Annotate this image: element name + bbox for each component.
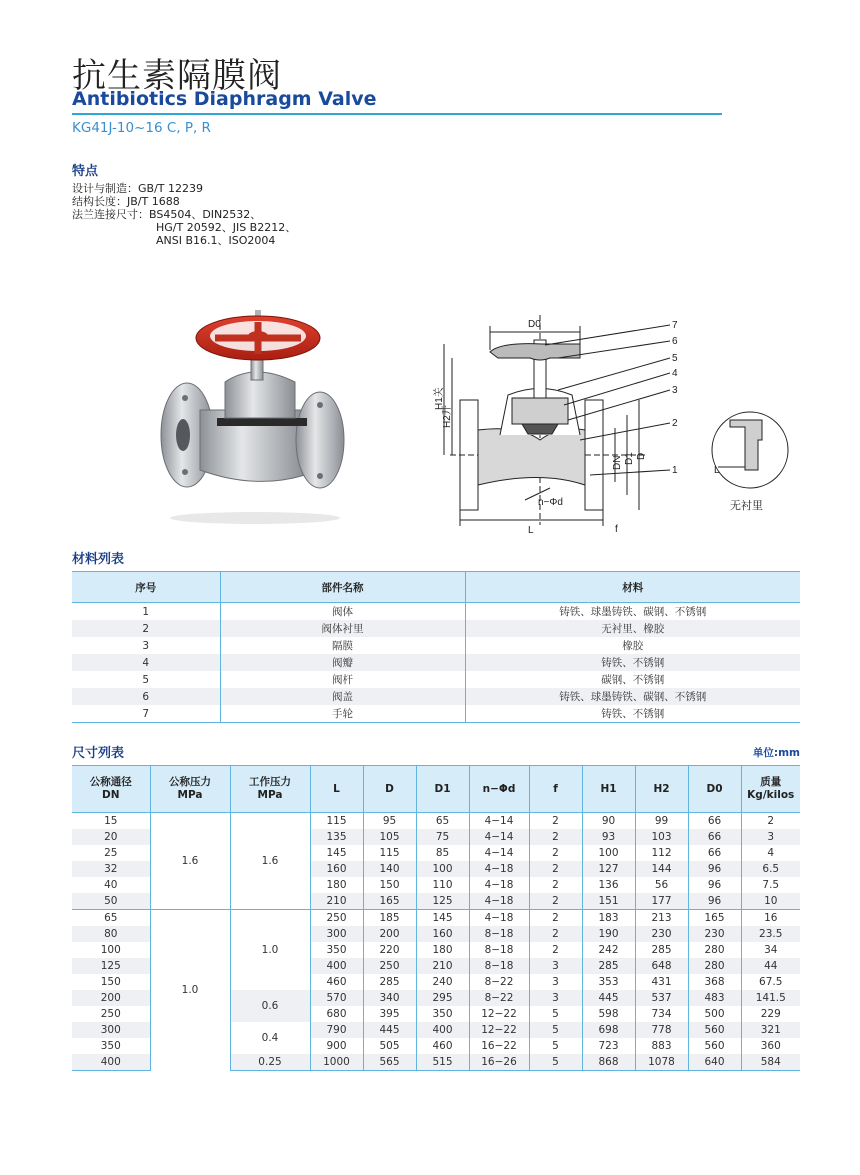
column-header: 部件名称 xyxy=(220,572,465,603)
table-row xyxy=(72,654,800,671)
table-cell: 200 xyxy=(363,926,416,942)
materials-heading: 材料列表 xyxy=(72,552,125,567)
table-cell: 4−14 xyxy=(469,845,529,861)
table-cell: 778 xyxy=(635,1022,688,1038)
table-cell: 手轮 xyxy=(220,705,465,723)
table-cell: 5 xyxy=(529,1006,582,1022)
table-cell: 100 xyxy=(100,944,121,956)
table-cell: 4−14 xyxy=(469,813,529,830)
table-cell: 75 xyxy=(416,829,469,845)
table-cell: 4 xyxy=(72,654,220,671)
table-cell: 165 xyxy=(688,910,741,927)
table-cell: 5 xyxy=(529,1038,582,1054)
table-cell: 242 xyxy=(582,942,635,958)
table-cell: 400 xyxy=(310,958,363,974)
table-cell: 34 xyxy=(741,942,800,958)
table-cell: 1 xyxy=(142,605,150,618)
table-cell: 2 xyxy=(529,861,582,877)
table-cell: 135 xyxy=(310,829,363,845)
table-cell: 229 xyxy=(741,1006,800,1022)
table-cell: 230 xyxy=(688,926,741,942)
table-cell: 537 xyxy=(635,990,688,1006)
dimensions-heading: 尺寸列表 xyxy=(72,746,125,761)
table-cell: 321 xyxy=(741,1022,800,1038)
table-cell: 8−18 xyxy=(469,926,529,942)
part-number-2: 2 xyxy=(672,418,678,429)
column-header: H2 xyxy=(635,766,688,813)
table-cell: 15 xyxy=(104,815,118,827)
table-cell: 295 xyxy=(416,990,469,1006)
table-cell: 868 xyxy=(582,1054,635,1071)
table-cell: 100 xyxy=(582,845,635,861)
detail-caption: 无衬里 xyxy=(730,500,763,512)
table-cell: 500 xyxy=(688,1006,741,1022)
table-cell: 460 xyxy=(310,974,363,990)
detail-label: L xyxy=(714,465,720,476)
table-cell: 40 xyxy=(104,879,118,891)
table-cell: 210 xyxy=(416,958,469,974)
table-cell: 165 xyxy=(363,893,416,910)
label-d0: D0 xyxy=(528,319,541,330)
features-heading: 特点 xyxy=(72,164,99,179)
table-cell: 648 xyxy=(635,958,688,974)
table-cell: 32 xyxy=(72,861,150,877)
part-number-3: 3 xyxy=(672,385,678,396)
table-cell: 240 xyxy=(416,974,469,990)
table-cell: 4−18 xyxy=(469,861,529,877)
table-cell: 65 xyxy=(416,813,469,830)
page-title-cn: 抗生素隔膜阀 xyxy=(72,56,282,96)
table-cell: 160 xyxy=(310,861,363,877)
table-cell: 25 xyxy=(104,847,118,859)
table-cell: 1.0 xyxy=(230,910,310,991)
table-cell: 6 xyxy=(72,688,220,705)
table-cell: 2 xyxy=(529,893,582,910)
table-cell: 103 xyxy=(635,829,688,845)
table-cell: 99 xyxy=(635,813,688,830)
table-cell: 280 xyxy=(688,958,741,974)
table-cell: 12−22 xyxy=(469,1006,529,1022)
table-row xyxy=(72,910,800,927)
table-row xyxy=(72,671,800,688)
table-cell: 铸铁、不锈钢 xyxy=(465,705,800,723)
table-cell: 300 xyxy=(72,1022,150,1038)
table-cell: 445 xyxy=(582,990,635,1006)
table-cell: 44 xyxy=(741,958,800,974)
valve-section-drawing xyxy=(430,310,690,540)
table-cell: 3 xyxy=(741,829,800,845)
table-cell: 445 xyxy=(363,1022,416,1038)
table-cell: 16−26 xyxy=(469,1054,529,1071)
table-cell: 350 xyxy=(100,1040,121,1052)
table-cell: 4 xyxy=(741,845,800,861)
table-cell: 5 xyxy=(529,1022,582,1038)
table-cell: 280 xyxy=(688,942,741,958)
table-cell: 145 xyxy=(310,845,363,861)
table-row xyxy=(72,637,800,654)
table-cell: 8−18 xyxy=(469,958,529,974)
table-cell: 无衬里、橡胶 xyxy=(465,620,800,637)
table-cell: 96 xyxy=(688,877,741,893)
label-h1: H1关 xyxy=(434,387,445,410)
table-cell: 100 xyxy=(416,861,469,877)
table-cell: 2 xyxy=(529,877,582,893)
table-cell: 2 xyxy=(529,926,582,942)
table-cell: 210 xyxy=(310,893,363,910)
table-cell: 0.25 xyxy=(230,1054,310,1071)
column-header: 工作压力 MPa xyxy=(230,766,310,813)
table-cell: 16−22 xyxy=(469,1038,529,1054)
table-cell: 105 xyxy=(363,829,416,845)
table-cell: 20 xyxy=(72,829,150,845)
table-cell: 285 xyxy=(582,958,635,974)
dimensions-table xyxy=(72,765,800,1071)
table-cell: 350 xyxy=(416,1006,469,1022)
table-cell: 680 xyxy=(310,1006,363,1022)
table-cell: 2 xyxy=(529,845,582,861)
table-cell: 1.0 xyxy=(150,910,230,1071)
part-number-4: 4 xyxy=(672,368,678,379)
table-cell: 285 xyxy=(363,974,416,990)
table-cell: 4−18 xyxy=(469,893,529,910)
table-cell: 铸铁、球墨铸铁、碳钢、不锈钢 xyxy=(465,603,800,621)
page-title-en: Antibiotics Diaphragm Valve xyxy=(72,88,377,110)
table-cell: 285 xyxy=(635,942,688,958)
column-header: f xyxy=(529,766,582,813)
table-cell: 3 xyxy=(529,990,582,1006)
part-number-5: 5 xyxy=(672,353,678,364)
table-cell: 56 xyxy=(635,877,688,893)
table-cell: 598 xyxy=(582,1006,635,1022)
table-cell: 125 xyxy=(416,893,469,910)
table-cell: 431 xyxy=(635,974,688,990)
table-cell: 400 xyxy=(416,1022,469,1038)
table-cell: 5 xyxy=(142,673,150,686)
table-cell: 151 xyxy=(582,893,635,910)
table-cell: 铸铁、不锈钢 xyxy=(465,654,800,671)
table-header-row xyxy=(72,766,800,813)
table-cell: 2 xyxy=(741,813,800,830)
table-cell: 734 xyxy=(635,1006,688,1022)
feature-line: 结构长度：JB/T 1688 xyxy=(72,195,180,208)
table-cell: 160 xyxy=(416,926,469,942)
table-cell: 阀体衬里 xyxy=(220,620,465,637)
table-cell: 1.6 xyxy=(150,813,230,910)
table-cell: 145 xyxy=(416,910,469,927)
table-cell: 7.5 xyxy=(741,877,800,893)
table-cell: 1078 xyxy=(635,1054,688,1071)
table-cell: 112 xyxy=(635,845,688,861)
table-cell: 790 xyxy=(310,1022,363,1038)
table-cell: 110 xyxy=(416,877,469,893)
table-cell: 136 xyxy=(582,877,635,893)
table-row xyxy=(72,705,800,723)
label-d: D xyxy=(636,452,647,460)
table-header-row xyxy=(72,572,800,603)
table-cell: 150 xyxy=(100,976,121,988)
column-header: L xyxy=(310,766,363,813)
table-cell: 395 xyxy=(363,1006,416,1022)
label-dn: DN xyxy=(612,455,623,470)
table-cell: 400 xyxy=(72,1054,150,1071)
table-cell: 隔膜 xyxy=(220,637,465,654)
table-cell: 66 xyxy=(688,813,741,830)
table-cell: 723 xyxy=(582,1038,635,1054)
feature-line: HG/T 20592、JIS B2212、 xyxy=(156,221,297,234)
table-row xyxy=(72,620,800,637)
table-row xyxy=(72,813,800,830)
table-cell: 5 xyxy=(529,1054,582,1071)
table-cell: 368 xyxy=(688,974,741,990)
column-header: D0 xyxy=(688,766,741,813)
table-cell: 8−18 xyxy=(469,942,529,958)
table-cell: 10 xyxy=(741,893,800,910)
valve-photo xyxy=(155,300,355,530)
table-cell: 1.6 xyxy=(230,813,310,910)
table-cell: 180 xyxy=(416,942,469,958)
table-cell: 0.6 xyxy=(230,990,310,1022)
table-cell: 250 xyxy=(100,1008,121,1020)
table-cell: 144 xyxy=(635,861,688,877)
table-cell: 8−22 xyxy=(469,974,529,990)
table-cell: 23.5 xyxy=(741,926,800,942)
table-cell: 碳钢、不锈钢 xyxy=(465,671,800,688)
column-header: 公称通径 DN xyxy=(72,766,150,813)
column-header: 质量 Kg/kilos xyxy=(741,766,800,813)
feature-line: 法兰连接尺寸：BS4504、DIN2532、 xyxy=(72,208,262,221)
table-cell: 67.5 xyxy=(741,974,800,990)
table-cell: 铸铁、球墨铸铁、碳钢、不锈钢 xyxy=(465,688,800,705)
table-cell: 85 xyxy=(416,845,469,861)
table-cell: 460 xyxy=(416,1038,469,1054)
table-cell: 300 xyxy=(310,926,363,942)
table-cell: 2 xyxy=(529,910,582,927)
table-cell: 483 xyxy=(688,990,741,1006)
table-cell: 565 xyxy=(363,1054,416,1071)
part-number-6: 6 xyxy=(672,336,678,347)
table-cell: 93 xyxy=(582,829,635,845)
table-cell: 96 xyxy=(688,893,741,910)
model-number: KG41J-10~16 C, P, R xyxy=(72,120,211,136)
table-cell: 115 xyxy=(310,813,363,830)
table-cell: 360 xyxy=(741,1038,800,1054)
table-cell: 95 xyxy=(363,813,416,830)
unit-label: 单位:mm xyxy=(752,747,800,759)
table-cell: 190 xyxy=(582,926,635,942)
table-cell: 2 xyxy=(529,942,582,958)
table-cell: 350 xyxy=(310,942,363,958)
table-cell: 560 xyxy=(688,1038,741,1054)
table-cell: 90 xyxy=(582,813,635,830)
table-cell: 150 xyxy=(363,877,416,893)
table-cell: 125 xyxy=(72,958,150,974)
table-cell: 250 xyxy=(363,958,416,974)
table-cell: 505 xyxy=(363,1038,416,1054)
table-cell: 1000 xyxy=(310,1054,363,1071)
table-cell: 阀体 xyxy=(220,603,465,621)
table-cell: 0.4 xyxy=(230,1022,310,1054)
table-cell: 66 xyxy=(688,845,741,861)
table-cell: 6.5 xyxy=(741,861,800,877)
table-cell: 584 xyxy=(741,1054,800,1071)
label-f: f xyxy=(615,524,618,535)
feature-line: ANSI B16.1、ISO2004 xyxy=(156,234,276,247)
table-cell: 340 xyxy=(363,990,416,1006)
table-cell: 250 xyxy=(310,910,363,927)
dimensions-table-body xyxy=(72,813,800,1071)
table-cell: 515 xyxy=(416,1054,469,1071)
table-cell: 66 xyxy=(688,829,741,845)
table-cell: 12−22 xyxy=(469,1022,529,1038)
table-cell: 96 xyxy=(688,861,741,877)
features-list xyxy=(72,182,296,247)
table-cell: 180 xyxy=(310,877,363,893)
label-nphi: n−Φd xyxy=(538,497,563,508)
table-cell: 2 xyxy=(529,813,582,830)
table-cell: 80 xyxy=(72,926,150,942)
table-cell: 185 xyxy=(363,910,416,927)
column-header: 材料 xyxy=(465,572,800,603)
table-cell: 127 xyxy=(582,861,635,877)
table-cell: 213 xyxy=(635,910,688,927)
table-cell: 阀盖 xyxy=(220,688,465,705)
table-cell: 16 xyxy=(741,910,800,927)
table-cell: 140 xyxy=(363,861,416,877)
table-cell: 65 xyxy=(72,910,150,927)
table-cell: 353 xyxy=(582,974,635,990)
table-row xyxy=(72,688,800,705)
table-cell: 4−14 xyxy=(469,829,529,845)
table-row xyxy=(72,603,800,621)
column-header: H1 xyxy=(582,766,635,813)
table-cell: 220 xyxy=(363,942,416,958)
table-cell: 177 xyxy=(635,893,688,910)
column-header: n−Φd xyxy=(469,766,529,813)
column-header: D xyxy=(363,766,416,813)
label-h2: H2开 xyxy=(442,405,453,428)
label-l: L xyxy=(528,525,534,536)
table-cell: 698 xyxy=(582,1022,635,1038)
materials-table xyxy=(72,571,800,723)
table-cell: 141.5 xyxy=(741,990,800,1006)
table-cell: 2 xyxy=(72,620,220,637)
table-cell: 560 xyxy=(688,1022,741,1038)
table-cell: 115 xyxy=(363,845,416,861)
table-cell: 橡胶 xyxy=(465,637,800,654)
table-cell: 2 xyxy=(529,829,582,845)
table-cell: 3 xyxy=(142,639,150,652)
table-cell: 3 xyxy=(529,958,582,974)
column-header: 公称压力 MPa xyxy=(150,766,230,813)
table-cell: 4−18 xyxy=(469,910,529,927)
table-cell: 4−18 xyxy=(469,877,529,893)
column-header: D1 xyxy=(416,766,469,813)
table-cell: 7 xyxy=(72,705,220,723)
part-number-1: 1 xyxy=(672,465,678,476)
table-cell: 883 xyxy=(635,1038,688,1054)
table-cell: 230 xyxy=(635,926,688,942)
part-number-7: 7 xyxy=(672,320,678,331)
table-cell: 640 xyxy=(688,1054,741,1071)
table-cell: 900 xyxy=(310,1038,363,1054)
table-cell: 200 xyxy=(72,990,150,1006)
detail-view xyxy=(700,405,800,515)
table-cell: 3 xyxy=(529,974,582,990)
table-cell: 570 xyxy=(310,990,363,1006)
title-underline xyxy=(72,113,722,115)
feature-line: 设计与制造：GB/T 12239 xyxy=(72,182,203,195)
table-cell: 183 xyxy=(582,910,635,927)
label-d1: D1 xyxy=(624,452,635,465)
table-cell: 8−22 xyxy=(469,990,529,1006)
table-cell: 阀瓣 xyxy=(220,654,465,671)
table-cell: 阀杆 xyxy=(220,671,465,688)
column-header: 序号 xyxy=(72,572,220,603)
table-cell: 50 xyxy=(72,893,150,910)
